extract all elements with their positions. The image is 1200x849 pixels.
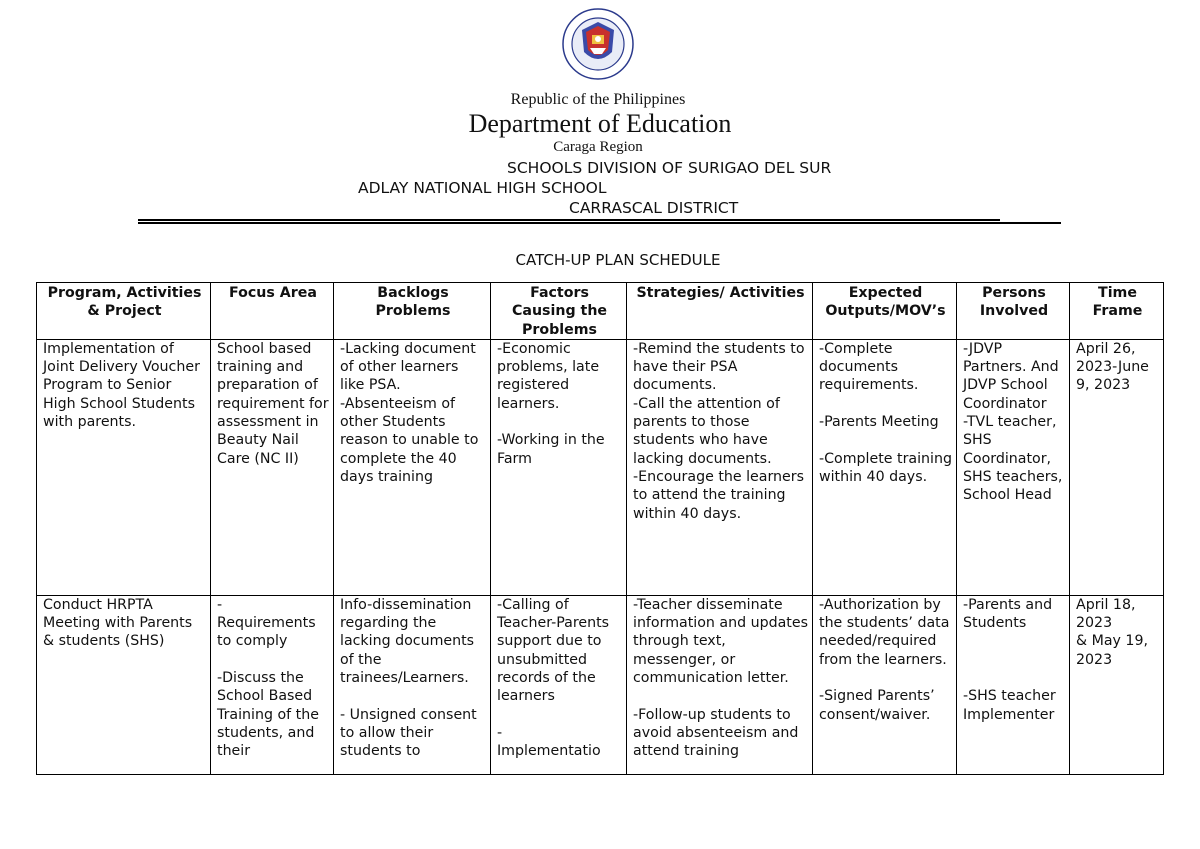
table-header-row <box>37 283 1164 340</box>
table-cell: -Complete documents requirements. -Parents Meeting -Complete training within 40 days. <box>813 339 957 595</box>
header-divider-second <box>138 222 1061 224</box>
table-cell: Info-dissemination regarding the lacking documents of the trainees/Learners. - Unsigned consent to allow their students to <box>334 595 491 774</box>
catch-up-plan-table <box>36 282 1164 775</box>
table-cell: April 18, 2023 & May 19, 2023 <box>1070 595 1164 774</box>
deped-seal <box>562 8 634 80</box>
column-header: Time Frame <box>1070 283 1164 340</box>
table-cell: Conduct HRPTA Meeting with Parents & students (SHS) <box>37 595 211 774</box>
table-row <box>37 595 1164 774</box>
table-cell: -Teacher disseminate information and updates through text, messenger, or communication letter. -Follow-up students to avoid absenteeism and attend training <box>627 595 813 774</box>
table-cell: -Economic problems, late registered learners. -Working in the Farm <box>491 339 627 595</box>
table-cell: Implementation of Joint Delivery Voucher Program to Senior High School Students with parents. <box>37 339 211 595</box>
column-header: Persons Involved <box>957 283 1070 340</box>
table-cell: -Lacking document of other learners like PSA. -Absenteeism of other Students reason to unable to complete the 40 days training <box>334 339 491 595</box>
column-header: Focus Area <box>211 283 334 340</box>
table-cell: -JDVP Partners. And JDVP School Coordinator -TVL teacher, SHS Coordinator, SHS teachers, School Head <box>957 339 1070 595</box>
column-header: Backlogs Problems <box>334 283 491 340</box>
header-department: Department of Education <box>468 109 732 138</box>
table-cell: - Requirements to comply -Discuss the School Based Training of the students, and their <box>211 595 334 774</box>
table-cell: -Remind the students to have their PSA documents. -Call the attention of parents to those students who have lacking documents. -Encourage the learners to attend the training within 40 days. <box>627 339 813 595</box>
header-district: CARRASCAL DISTRICT <box>569 199 739 217</box>
table-row <box>37 339 1164 595</box>
table-cell: -Authorization by the students’ data needed/required from the learners. -Signed Parents’ consent/waiver. <box>813 595 957 774</box>
header-divider <box>138 219 1000 221</box>
column-header: Expected Outputs/MOV’s <box>813 283 957 340</box>
table-cell: School based training and preparation of requirement for assessment in Beauty Nail Care (NC II) <box>211 339 334 595</box>
column-header: Factors Causing the Problems <box>491 283 627 340</box>
table-cell: -Calling of Teacher-Parents support due to unsubmitted records of the learners - Implementatio <box>491 595 627 774</box>
table-cell: April 26, 2023-June 9, 2023 <box>1070 339 1164 595</box>
header-region: Caraga Region <box>553 139 643 155</box>
header-republic: Republic of the Philippines <box>510 91 686 108</box>
header-school: ADLAY NATIONAL HIGH SCHOOL <box>358 179 607 197</box>
table-cell: -Parents and Students -SHS teacher Implementer <box>957 595 1070 774</box>
column-header: Program, Activities & Project <box>37 283 211 340</box>
document-title: CATCH-UP PLAN SCHEDULE <box>515 251 721 269</box>
header-division: SCHOOLS DIVISION OF SURIGAO DEL SUR <box>507 159 832 177</box>
column-header: Strategies/ Activities <box>627 283 813 340</box>
